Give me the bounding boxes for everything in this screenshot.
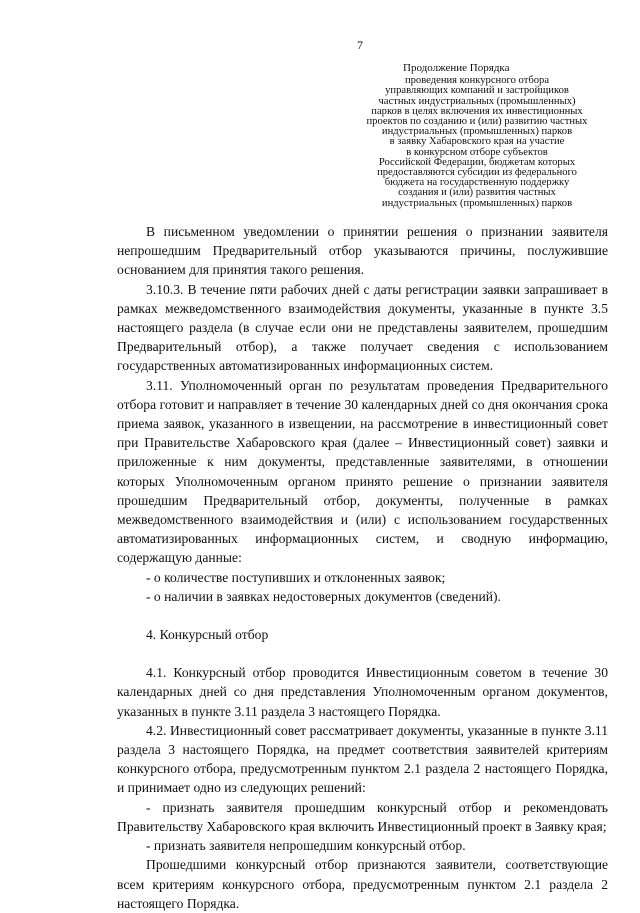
document-body — [117, 222, 608, 913]
list-item: - признать заявителя непрошедшим конкурсный отбор. — [146, 838, 466, 854]
paragraph: 3.11. Уполномоченный орган по результатам проведения Предварительного отбора готовит и направляет в течение 30 календарных дней со дня окончания срока приема заявок, указанного в извещении, на рассмотрение в инвестиционный совет при Правительстве Хабаровского края (далее – Инвестиционный совет) заявки и приложенные к ним документы, представленные заявителями, в отношении которых Уполномоченным органом принято решение о признании заявителя прошедшим Предварительный отбор, документы, полученные в рамках межведомственного взаимодействия и (или) с использованием государственных автоматизированных информационных систем, и сводную информацию, содержащую данные: — [117, 377, 608, 566]
header-line: предоставляются субсидии из федерального — [377, 167, 577, 179]
paragraph: 4.2. Инвестиционный совет рассматривает документы, указанные в пункте 3.11 раздела 3 настоящего Порядка, на предмет соответствия заявителей критериям конкурсного отбора, предусмотренным пунктом 2.1 раздела 2 настоящего Порядка, и принимает одно из следующих решений: — [117, 722, 608, 796]
header-line: проведения конкурсного отбора — [404, 75, 550, 87]
header-line: в конкурсном отборе субъектов — [406, 146, 548, 158]
header-line: индустриальных (промышленных) парков — [381, 126, 573, 138]
paragraph: Прошедшими конкурсный отбор признаются заявители, соответствующие всем критериям конкурсного отбора, предусмотренным пунктом 2.1 раздела 2 настоящего Порядка. — [117, 857, 608, 911]
header-line: управляющих компаний и застройщиков — [385, 85, 569, 97]
paragraph: 4.1. Конкурсный отбор проводится Инвестиционным советом в течение 30 календарных дней со дня представления Уполномоченным органом документов, указанных в пункте 3.11 раздела 3 настоящего Порядка. — [117, 665, 608, 719]
header-line: проектов по созданию и (или) развитию частных — [366, 116, 588, 128]
header-line: частных индустриальных (промышленных) — [378, 95, 576, 107]
list-item: - о наличии в заявках недостоверных документов (сведений). — [146, 588, 501, 604]
header-line: Российской Федерации, бюджетам которых — [378, 156, 576, 168]
header-line: парков в целях включения их инвестиционных — [371, 105, 583, 117]
header-line: бюджета на государственную поддержку — [384, 177, 570, 189]
list-item: - признать заявителя прошедшим конкурсный отбор и рекомендовать Правительству Хабаровского края включить Инвестиционный проект в Заявку края; — [117, 799, 608, 834]
header-line: в заявку Хабаровского края на участие — [389, 136, 565, 148]
header-line: создания и (или) развития частных — [398, 187, 556, 199]
paragraph: 3.10.3. В течение пяти рабочих дней с даты регистрации заявки запрашивает в рамках межведомственного взаимодействия документы, указанные в пункте 3.5 настоящего раздела (в случае если они не представлены заявителем, прошедшим Предварительный отбор), а также получает сведения с использованием государственных автоматизированных информационных систем. — [117, 281, 608, 374]
header-continuation: Продолжение Порядка — [403, 62, 510, 74]
paragraph: В письменном уведомлении о принятии решения о признании заявителя непрошедшим Предварительный отбор указываются причины, послужившие основанием для принятия такого решения. — [117, 224, 608, 278]
list-item: - о количестве поступивших и отклоненных заявок; — [146, 569, 446, 585]
section-heading: 4. Конкурсный отбор — [146, 627, 269, 643]
header-line: индустриальных (промышленных) парков — [381, 197, 573, 209]
page-number: 7 — [357, 38, 363, 52]
header-block — [366, 63, 588, 209]
